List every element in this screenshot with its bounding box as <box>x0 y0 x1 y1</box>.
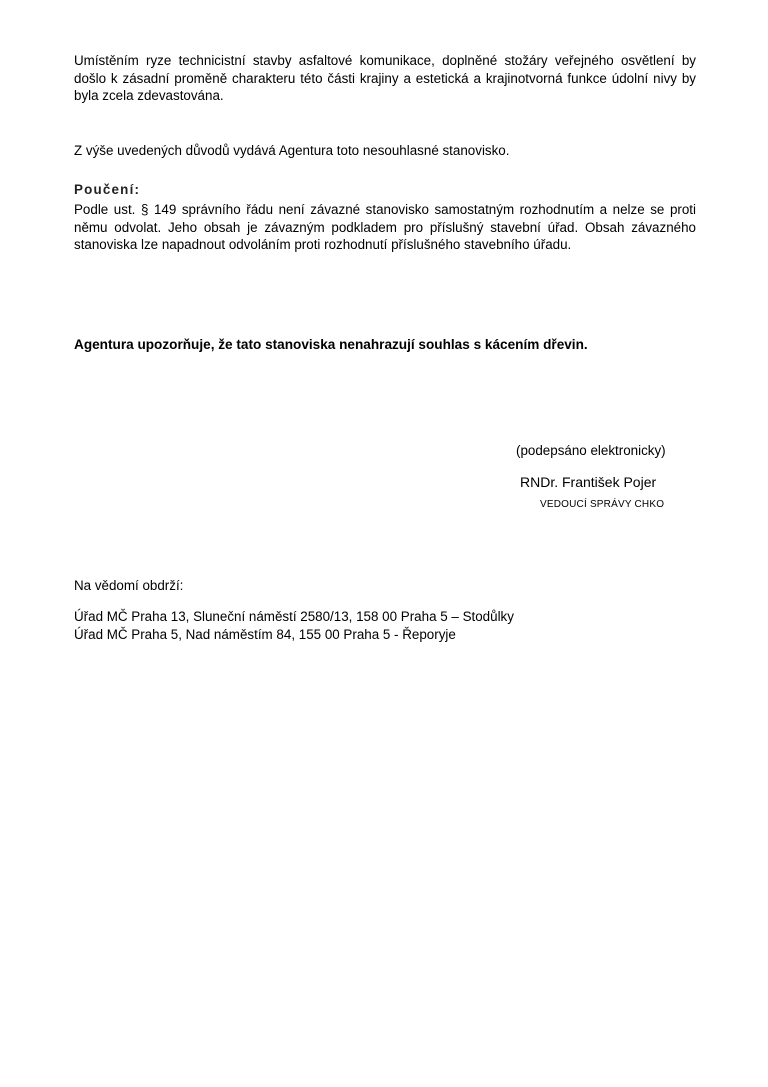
recipient-item: Úřad MČ Praha 5, Nad náměstím 84, 155 00 Praha 5 - Řeporyje <box>74 626 456 642</box>
recipient-item: Úřad MČ Praha 13, Sluneční náměstí 2580/13, 158 00 Praha 5 – Stodůlky <box>74 609 514 624</box>
instruction-heading: Poučení: <box>74 182 141 197</box>
recipients-heading: Na vědomí obdrží: <box>74 578 184 593</box>
signed-electronically-note: (podepsáno elektronicky) <box>516 443 666 458</box>
signatory-role: VEDOUCÍ SPRÁVY CHKO <box>540 499 665 510</box>
paragraph-landscape-impact: Umístěním ryze technicistní stavby asfaltové komunikace, doplněné stožáry veřejného osvětlení by došlo k zásadní proměně charakteru této části krajiny a estetická a krajinotvorná funkce údolní nivy by byla zcela zdevastována. <box>74 53 696 104</box>
paragraph-conclusion: Z výše uvedených důvodů vydává Agentura toto nesouhlasné stanovisko. <box>74 143 510 158</box>
instruction-text: Podle ust. § 149 správního řádu není závazné stanovisko samostatným rozhodnutím a nelze se proti němu odvolat. Jeho obsah je závazným podkladem pro příslušný stavební úřad. Obsah závazného stanoviska lze napadnout odvoláním proti rozhodnutí příslušného stavebního úřadu. <box>74 202 696 253</box>
signatory-name: RNDr. František Pojer <box>520 474 657 490</box>
recipients-list <box>74 608 514 643</box>
warning-notice: Agentura upozorňuje, že tato stanoviska nenahrazují souhlas s kácením dřevin. <box>74 337 588 352</box>
